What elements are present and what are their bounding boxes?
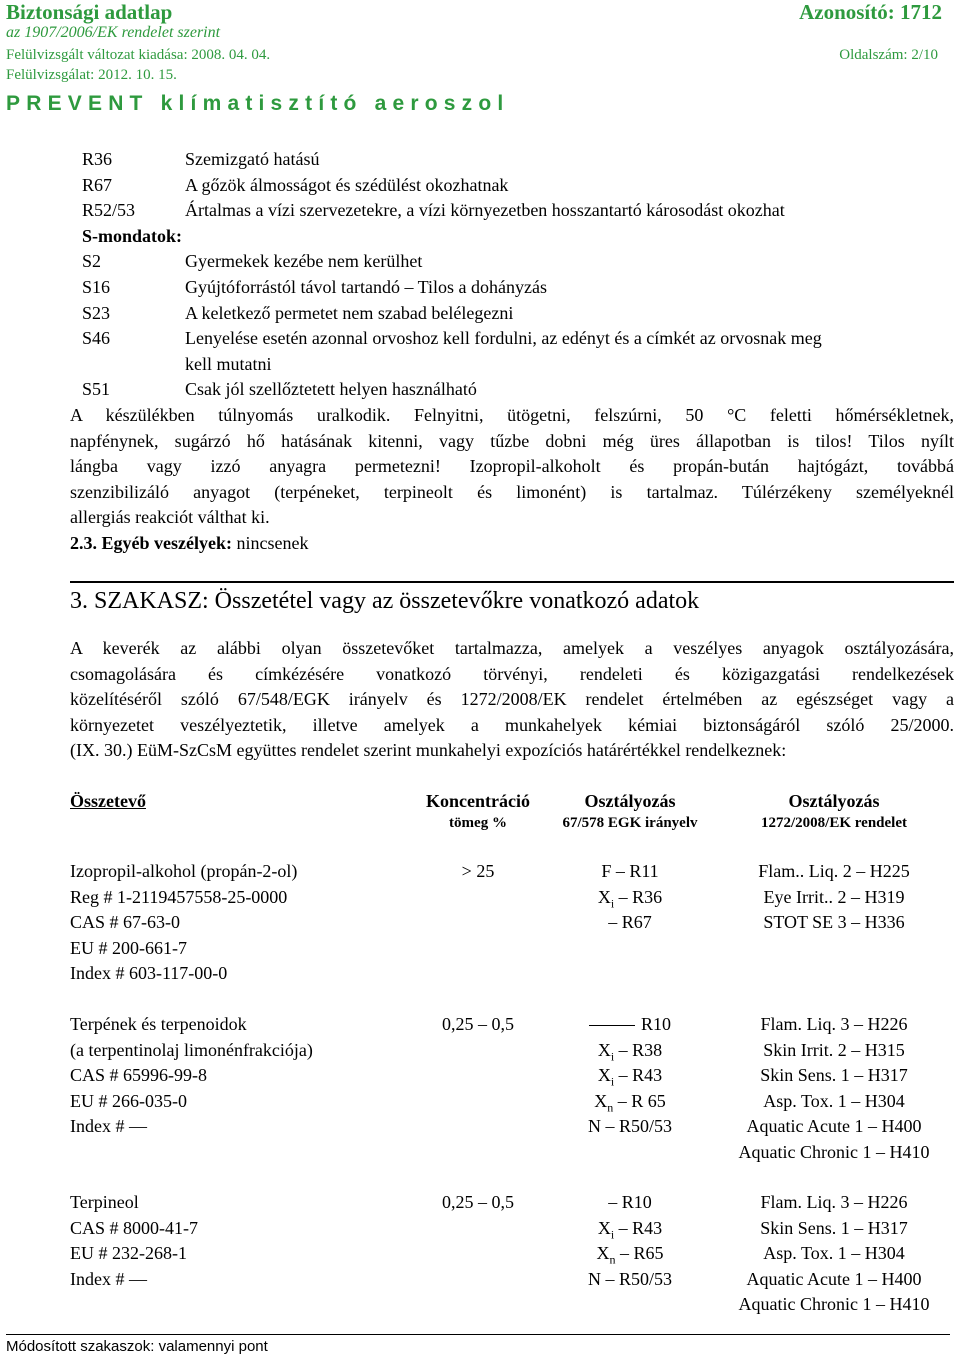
eec-classification: N – R50/53	[587, 1116, 673, 1136]
eec-classification: $X_i - R43$	[597, 1065, 663, 1089]
r-phrase-code: R52/53	[82, 200, 136, 221]
component-line: EU # 266-035-0	[70, 1090, 187, 1111]
clp-classification: Aquatic Acute 1 – H400	[746, 1116, 922, 1136]
s-phrase-code: S16	[82, 277, 111, 297]
s-phrase-code: S51	[82, 379, 111, 400]
component-line: EU # 200-661-7	[70, 937, 187, 958]
risk-phrase-code: R43	[632, 1217, 663, 1238]
eec-classification: $X_i - R38$	[597, 1039, 663, 1064]
eec-classification: N – R50/53	[587, 1268, 673, 1289]
component-line: CAS # 65996-99-8	[70, 1065, 208, 1085]
hazard-symbol-subscript: i	[610, 1074, 615, 1089]
eec-classification	[589, 1014, 671, 1035]
hazard-symbol: F	[601, 861, 612, 881]
concentration-value: > 25	[461, 861, 495, 881]
clp-classification: STOT SE 3 – H336	[763, 912, 905, 932]
hazard-symbol: N	[587, 1268, 601, 1289]
col-header-classification-clp: Osztályozás	[788, 791, 880, 811]
intro-line: környezetet veszélyeztetik, illetve amelyek a munkahelyek kémiai biztonságáról szóló 25/2000.	[70, 714, 954, 735]
r-phrase-text: A gőzök álmosságot és szédülést okozhatnak	[185, 174, 509, 195]
clp-classification: Flam. Liq. 3 – H226	[760, 1014, 908, 1034]
s-phrase-text: A keletkező permetet nem szabad belélegezni	[185, 302, 514, 323]
warning-paragraph	[70, 403, 954, 531]
eec-classification: – R10	[608, 1192, 652, 1212]
revision-issue: Felülvizsgált változat kiadása: 2008. 04. 04.	[6, 47, 271, 63]
hazard-symbol: X	[597, 1217, 611, 1238]
eec-classification: $X_i - R43$	[597, 1217, 663, 1242]
component-line: EU # 232-268-1	[70, 1243, 187, 1263]
s-phrase-code: S46	[82, 328, 111, 349]
eec-classification: $X_i - R36$	[597, 886, 663, 911]
section-3-intro	[70, 636, 954, 764]
component-line: Index # 603-117-00-0	[70, 963, 228, 983]
hazard-symbol: X	[596, 1243, 610, 1263]
risk-phrase-code: R 65	[631, 1090, 666, 1111]
s-phrases-heading: S-mondatok:	[82, 225, 183, 246]
s-phrase-code: S23	[82, 302, 111, 323]
footer-note: Módosított szakaszok: valamennyi pont	[6, 1338, 268, 1355]
hazard-symbol-subscript: i	[610, 1049, 615, 1064]
hazard-symbol-subscript: n	[607, 1100, 614, 1115]
hazard-symbol: X	[594, 1090, 608, 1111]
intro-line: (IX. 30.) EüM-SzCsM együttes rendelet szerint munkahelyi expozíciós határértékkel rendelkeznek:	[70, 740, 787, 760]
risk-phrase-code: R38	[632, 1039, 663, 1060]
footer-divider	[6, 1334, 950, 1335]
other-hazards	[70, 533, 308, 554]
clp-classification: Aquatic Chronic 1 – H410	[738, 1294, 930, 1314]
hazard-symbol-subscript: n	[609, 1252, 616, 1267]
r-phrase-text: Ártalmas a vízi szervezetekre, a vízi környezetben hosszantartó károsodást okozhat	[185, 200, 785, 221]
clp-classification: Skin Sens. 1 – H317	[760, 1065, 908, 1085]
concentration-value: 0,25 – 0,5	[442, 1192, 514, 1212]
eec-classification: – R67	[608, 912, 652, 932]
document-identifier: Azonosító: 1712	[799, 0, 942, 24]
clp-classification: Flam.. Liq. 2 – H225	[758, 861, 910, 881]
section-3-title: 3. SZAKASZ: Összetétel vagy az összetevőkre vonatkozó adatok	[70, 588, 700, 614]
risk-phrase-code: R10	[640, 1014, 672, 1034]
review-date: Felülvizsgálat: 2012. 10. 15.	[6, 67, 177, 83]
hazard-symbol-subscript: i	[610, 1227, 615, 1242]
clp-classification: Asp. Tox. 1 – H304	[763, 1090, 905, 1111]
s-phrase-text: Csak jól szellőztetett helyen használható	[185, 379, 477, 400]
clp-classification: Aquatic Acute 1 – H400	[746, 1268, 922, 1289]
clp-classification: Skin Irrit. 2 – H315	[763, 1039, 905, 1060]
component-line: Index # —	[70, 1268, 147, 1289]
clp-classification: Eye Irrit.. 2 – H319	[763, 886, 905, 907]
component-line: Izopropil-alkohol (propán-2-ol)	[70, 861, 298, 881]
risk-phrase-code: R36	[632, 886, 663, 907]
component-line: Terpineol	[70, 1192, 139, 1212]
concentration-value: 0,25 – 0,5	[442, 1014, 514, 1034]
risk-phrase-code: R43	[632, 1065, 663, 1085]
warning-line: allergiás reakciót válthat ki.	[70, 507, 270, 527]
other-hazards-label: 2.3. Egyéb veszélyek:	[70, 533, 232, 553]
risk-phrase-code: R65	[633, 1243, 664, 1263]
component-line: CAS # 8000-41-7	[70, 1217, 199, 1238]
col-header-classification-eec: Osztályozás	[584, 791, 676, 811]
eec-classification: F – R11	[601, 861, 659, 881]
other-hazards-value: nincsenek	[231, 533, 309, 553]
warning-line: A készülékben túlnyomás uralkodik. Felnyitni, ütögetni, felszúrni, 50 °C feletti hőmérsékletnek,	[70, 405, 954, 425]
hazard-symbol-subscript: i	[610, 896, 615, 911]
col-header-concentration: Koncentráció	[426, 791, 530, 811]
component-line: Index # —	[70, 1116, 147, 1136]
risk-phrase-code: R10	[621, 1192, 652, 1212]
s-phrase-text: Gyermekek kezébe nem kerülhet	[185, 251, 423, 272]
clp-classification: Aquatic Chronic 1 – H410	[738, 1141, 930, 1162]
component-line: Reg # 1-2119457558-25-0000	[70, 886, 288, 907]
r-phrase-code: R67	[82, 174, 113, 195]
risk-phrase-code: R67	[621, 912, 652, 932]
component-line: CAS # 67-63-0	[70, 912, 181, 932]
intro-line: A keverék az alábbi olyan összetevőket tartalmazza, amelyek a veszélyes anyagok osztályozására,	[70, 638, 954, 658]
regulation-reference: az 1907/2006/EK rendelet szerint	[6, 24, 221, 41]
risk-phrase-code: R11	[629, 861, 659, 881]
warning-line: lángba vagy izzó anyagra permetezni! Izopropil-alkoholt és propán-bután hajtógázt, továbbá	[70, 456, 954, 476]
hazard-symbol: X	[597, 1065, 611, 1085]
s-phrase-text: Lenyelése esetén azonnal orvoshoz kell fordulni, az edényt és a címkét az orvosnak meg	[185, 328, 822, 349]
document-title: Biztonsági adatlap	[6, 0, 173, 24]
eec-classification: $X_n$ – R 65	[594, 1090, 666, 1115]
hazard-symbol: X	[597, 886, 611, 907]
page-number: Oldalszám: 2/10	[839, 47, 938, 63]
clp-classification: Flam. Liq. 3 – H226	[760, 1192, 908, 1212]
component-line: Terpének és terpenoidok	[70, 1014, 247, 1034]
dash-mark	[589, 1025, 635, 1026]
intro-line: közelítéséről szóló 67/548/EGK irányelv és 1272/2008/EK rendelet értelmében az egészséget vagy a	[70, 689, 954, 709]
col-header-classification-eec-sub: 67/578 EGK irányelv	[562, 815, 698, 831]
s-phrase-text: Gyújtóforrástól távol tartandó – Tilos a dohányzás	[185, 277, 547, 297]
clp-classification: Skin Sens. 1 – H317	[760, 1217, 908, 1238]
risk-phrase-code: R50/53	[618, 1268, 673, 1289]
eec-classification: $X_n - R65$	[596, 1243, 664, 1267]
product-name: PREVENT klímatisztító aeroszol	[6, 92, 510, 115]
s-phrase-code: S2	[82, 251, 102, 272]
hazard-symbol: X	[597, 1039, 611, 1060]
col-header-component: Összetevő	[70, 791, 146, 811]
col-header-classification-clp-sub: 1272/2008/EK rendelet	[761, 815, 907, 831]
component-line: (a terpentinolaj limonénfrakciója)	[70, 1039, 313, 1060]
s-phrase-text-continued: kell mutatni	[185, 353, 272, 374]
warning-line: szenzibilizáló anyagot (terpéneket, terpineolt és limonént) is tartalmaz. Túlérzékeny személyeknél	[70, 481, 954, 502]
risk-phrase-code: R50/53	[618, 1116, 673, 1136]
hazard-symbol: N	[587, 1116, 601, 1136]
warning-line: napfénynek, sugárzó hő hatásának kitenni, vagy tűzbe dobni még üres állapotban is tilos! Tilos nyílt	[70, 430, 954, 451]
intro-line: csomagolására és címkézésére vonatkozó törvényi, rendeleti és közigazgatási rendelkezések	[70, 663, 954, 684]
r-phrase-code: R36	[82, 149, 113, 169]
col-header-concentration-unit: tömeg %	[449, 815, 507, 831]
r-phrase-text: Szemizgató hatású	[185, 149, 320, 169]
clp-classification: Asp. Tox. 1 – H304	[763, 1243, 905, 1263]
section-divider	[70, 581, 954, 583]
